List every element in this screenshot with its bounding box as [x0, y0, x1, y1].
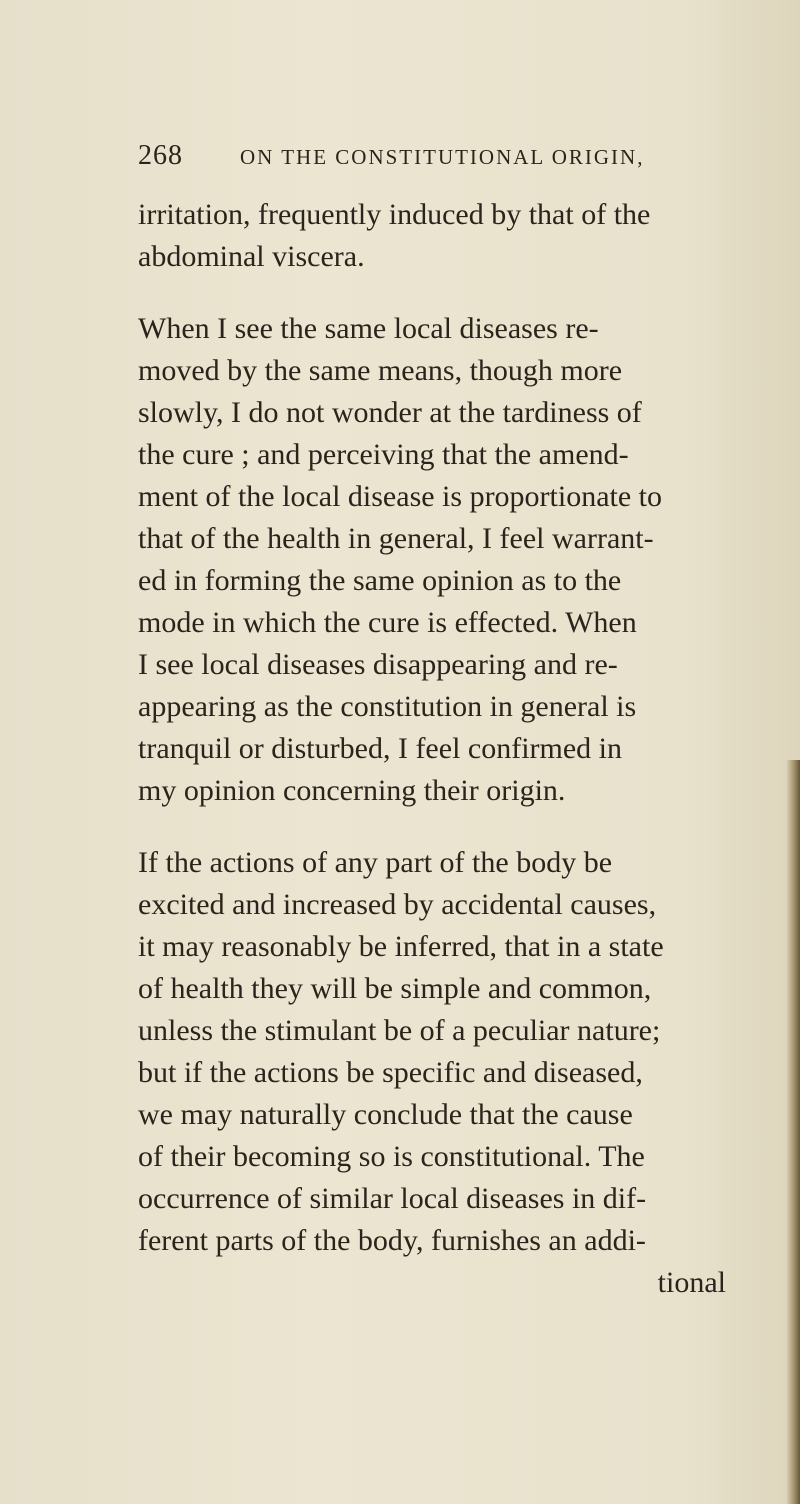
text-line: unless the stimulant be of a peculiar nature; [138, 1014, 661, 1047]
text-line: When I see the same local diseases re- [138, 312, 599, 345]
text-line: of health they will be simple and common, [138, 972, 652, 1005]
text-line: of their becoming so is constitutional. The [138, 1140, 645, 1173]
paragraph-3 [138, 842, 738, 1304]
paragraph-2 [138, 308, 738, 812]
text-line: the cure ; and perceiving that the amend- [138, 438, 629, 471]
page-header [138, 140, 758, 180]
text-line: excited and increased by accidental causes, [138, 888, 657, 921]
text-line: that of the health in general, I feel warrant- [138, 522, 654, 555]
text-line: ferent parts of the body, furnishes an addi- [138, 1224, 646, 1257]
text-line: it may reasonably be inferred, that in a state [138, 930, 664, 963]
paragraph-1 [138, 194, 738, 278]
text-line: ed in forming the same opinion as to the [138, 564, 622, 597]
text-line: my opinion concerning their origin. [138, 774, 566, 807]
text-line: I see local diseases disappearing and re- [138, 648, 618, 681]
text-line: If the actions of any part of the body be [138, 846, 613, 879]
page-number: 268 [138, 140, 183, 171]
running-head: ON THE CONSTITUTIONAL ORIGIN, [240, 145, 645, 169]
text-line: mode in which the cure is effected. When [138, 606, 637, 639]
text-line: irritation, frequently induced by that of the [138, 198, 651, 231]
catchword: tional [657, 1266, 726, 1299]
text-line: but if the actions be specific and diseased, [138, 1056, 643, 1089]
text-line: appearing as the constitution in general is [138, 690, 637, 723]
text-line: abdominal viscera. [138, 240, 365, 273]
text-line: slowly, I do not wonder at the tardiness of [138, 396, 642, 429]
text-line: we may naturally conclude that the cause [138, 1098, 633, 1131]
text-line: ment of the local disease is proportionate to [138, 480, 663, 513]
text-line: occurrence of similar local diseases in dif- [138, 1182, 647, 1215]
text-line: tranquil or disturbed, I feel confirmed in [138, 732, 623, 765]
body-text [138, 194, 738, 1304]
text-line: moved by the same means, though more [138, 354, 623, 387]
page-edge-shadow [786, 760, 800, 1504]
